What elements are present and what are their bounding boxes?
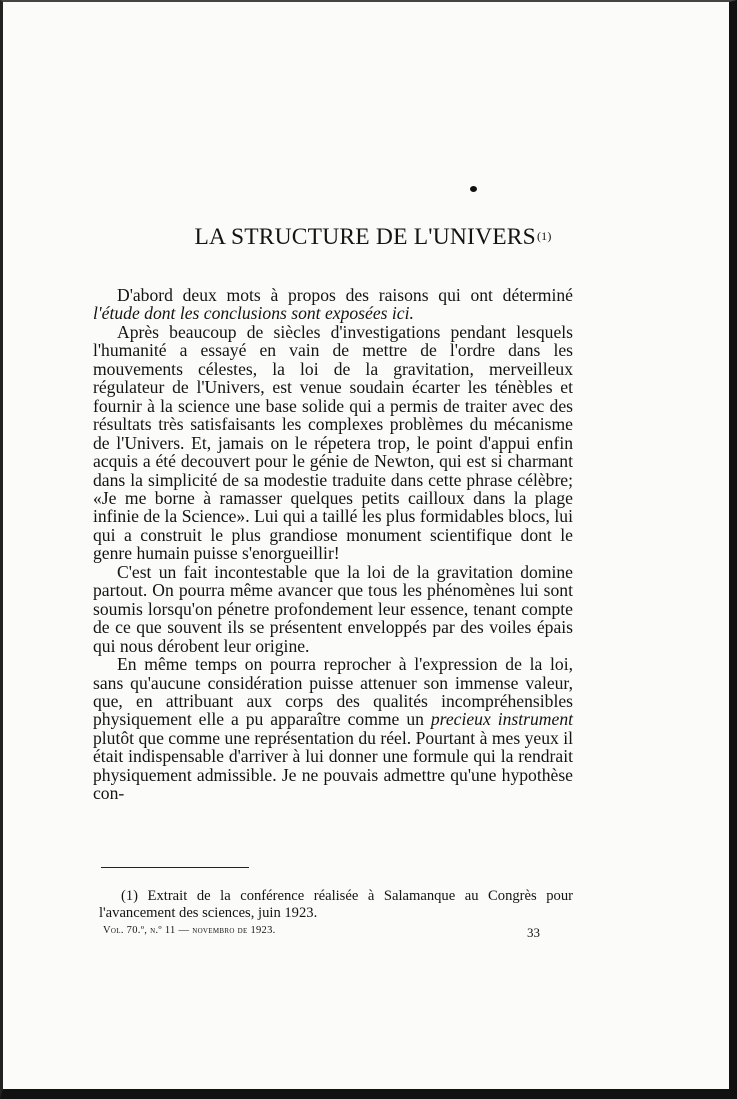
paragraph-4-tail: plutôt que comme une représentation du réel. Pourtant à mes yeux il était indispensable d'arriver à lui donner une formule qui la rendrait physiquement admissible. Je ne pouvais admettre qu'une hypothèse con- (93, 727, 573, 804)
footnote-divider (101, 867, 249, 868)
paragraph-1 (93, 286, 573, 323)
paragraph-3 (93, 563, 573, 655)
footnote: (1) Extrait de la conférence réalisée à Salamanque au Congrès pour l'avancement des sciences, juin 1923. (99, 888, 573, 921)
article-body (93, 286, 573, 803)
page-number: 33 (527, 925, 540, 940)
ink-speck (470, 186, 477, 192)
article-title-text: LA STRUCTURE DE L'UNIVERS (194, 224, 536, 250)
paragraph-1-italic: l'étude dont les conclusions sont exposées ici. (93, 303, 414, 324)
paragraph-4 (93, 655, 573, 803)
paragraph-3-text: C'est un fait incontestable que la loi de la gravitation domine partout. On pourra même avancer que tous les phénomènes lui sont soumis lorsqu'on pénetre profondement leur essence, tenant compte de ce que souvent ils se présentent enveloppés par des voiles épais qui nous dérobent leur origine. (93, 561, 573, 656)
journal-imprint: Vol. 70.º, n.º 11 — novembro de 1923. (103, 925, 276, 936)
title-footnote-ref: (1) (536, 229, 552, 243)
paragraph-1-text: D'abord deux mots à propos des raisons qui ont déterminé (117, 285, 573, 305)
article-title (93, 224, 653, 251)
paragraph-2-text: Après beaucoup de siècles d'investigations pendant lesquels l'humanité a essayé en vain de mettre de l'ordre dans les mouvements célestes, la loi de la gravitation, merveilleux régulateur de l'Univers, est venue soudain écarter les ténèbles et fournir à la science une base solide qui a permis de traiter avec des résultats très satisfaisants les complexes problèmes du mécanisme de l'Univers. Et, jamais on le répetera trop, le point d'appui enfin acquis a été decouvert pour le génie de Newton, qui est si charmant dans la simplicité de sa modestie traduite dans cette phrase célèbre; «Je me borne à ramasser quelques petits cailloux dans la plage infinie de la Science». Lui qui a taillé les plus formidables blocs, lui qui a construit le plus grandiose monument scientifique dont le genre humain puisse s'enorgueillir! (93, 321, 573, 564)
paragraph-4-text: En même temps on pourra reprocher à l'expression de la loi, sans qu'aucune considération puisse attenuer son immense valeur, que, en attribuant aux corps des qualités incompréhensibles physiquement elle a pu apparaître comme un (93, 654, 573, 730)
paragraph-2 (93, 323, 573, 563)
paragraph-4-italic: precieux instrument (430, 709, 574, 730)
